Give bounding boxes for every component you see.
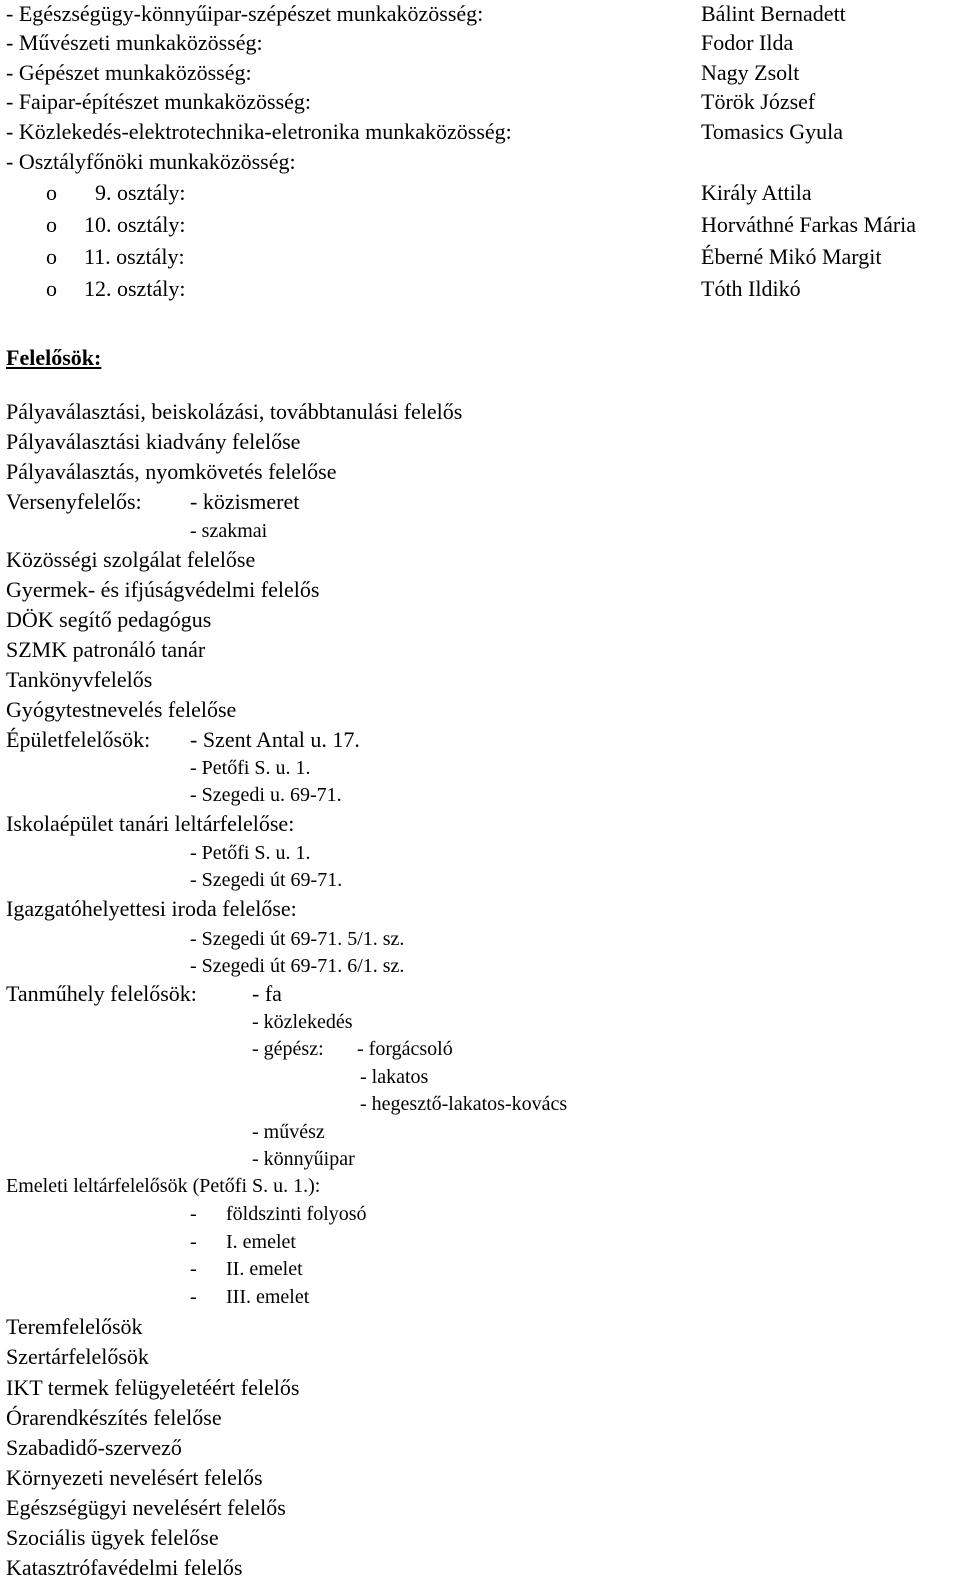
responsible-subitem: - Szegedi út 69-71. 6/1. sz. [190,955,405,977]
responsible-subitem: - Szegedi út 69-71. 5/1. sz. [190,928,405,950]
class-label: 11. osztály: [84,244,185,269]
list-dash: - [190,1286,197,1308]
responsible-item: Gyógytestnevelés felelőse [6,697,237,722]
workgroup-name: - Osztályfőnöki munkaközösség: [6,149,296,174]
workgroup-leader: Nagy Zsolt [701,60,800,85]
responsible-item: Egészségügyi nevelésért felelős [6,1495,286,1520]
responsible-subsubitem: - forgácsoló [357,1038,453,1060]
class-label: 9. osztály: [95,180,186,205]
class-bullet: o [46,244,57,269]
class-label: 10. osztály: [84,212,186,237]
workgroup-leader: Bálint Bernadett [701,1,846,26]
responsible-item: Katasztrófavédelmi felelős [6,1555,243,1580]
responsible-item: IKT termek felügyeletéért felelős [6,1375,300,1400]
responsible-subsubitem: - lakatos [360,1066,429,1088]
responsible-subitem: - fa [252,981,282,1006]
responsible-subitem: földszinti folyosó [226,1203,367,1225]
responsible-item: Versenyfelelős: [6,489,142,514]
responsible-item: Teremfelelősök [6,1314,143,1339]
list-dash: - [190,1231,197,1253]
responsible-subitem: - könnyűipar [252,1148,355,1170]
class-head-name: Tóth Ildikó [701,276,801,301]
workgroup-leader: Fodor Ilda [701,30,794,55]
responsible-subitem: - gépész: [252,1038,324,1060]
list-dash: - [190,1203,197,1225]
responsible-subitem: - Szegedi u. 69-71. [190,784,342,806]
responsible-subsubitem: - hegesztő-lakatos-kovács [360,1093,568,1115]
class-head-name: Király Attila [701,180,812,205]
class-head-name: Horváthné Farkas Mária [701,212,917,237]
responsible-item: Emeleti leltárfelelősök (Petőfi S. u. 1.): [6,1175,321,1197]
responsible-subitem: - közismeret [190,489,300,514]
responsible-item: Órarendkészítés felelőse [6,1405,222,1430]
responsible-subitem: - szakmai [190,520,268,542]
workgroup-name: - Egészségügy-könnyűipar-szépészet munkaközösség: [6,1,484,26]
workgroup-leader: Tomasics Gyula [701,119,844,144]
responsibles-heading: Felelősök: [6,345,102,370]
responsible-item: Tanműhely felelősök: [6,981,197,1006]
responsible-item: Szociális ügyek felelőse [6,1525,219,1550]
workgroup-name: - Közlekedés-elektrotechnika-eletronika munkaközösség: [6,119,512,144]
responsible-item: Szertárfelelősök [6,1344,149,1369]
list-dash: - [190,1258,197,1280]
responsible-item: Környezeti nevelésért felelős [6,1465,263,1490]
responsible-subitem: - művész [252,1121,325,1143]
workgroup-name: - Gépészet munkaközösség: [6,60,252,85]
responsible-subitem: - Szegedi út 69-71. [190,869,343,891]
class-label: 12. osztály: [84,276,186,301]
responsible-item: Szabadidő-szervező [6,1435,182,1460]
workgroup-name: - Művészeti munkaközösség: [6,30,263,55]
class-bullet: o [46,276,57,301]
workgroup-leader: Török József [701,89,816,114]
responsible-subitem: III. emelet [226,1286,310,1308]
class-bullet: o [46,180,57,205]
responsible-item: DÖK segítő pedagógus [6,607,212,632]
responsible-item: Igazgatóhelyettesi iroda felelőse: [6,896,297,921]
responsible-subitem: - Petőfi S. u. 1. [190,757,311,779]
responsible-item: Iskolaépület tanári leltárfelelőse: [6,811,295,836]
responsible-item: SZMK patronáló tanár [6,637,206,662]
responsible-subitem: I. emelet [226,1231,296,1253]
workgroup-name: - Faipar-építészet munkaközösség: [6,89,312,114]
responsible-item: Gyermek- és ifjúságvédelmi felelős [6,577,320,602]
responsible-subitem: II. emelet [226,1258,303,1280]
responsible-subitem: - közlekedés [252,1011,353,1033]
responsible-item: Pályaválasztási, beiskolázási, továbbtanulási felelős [6,399,463,424]
responsible-item: Épületfelelősök: [6,727,151,752]
responsible-subitem: - Szent Antal u. 17. [190,727,360,752]
responsible-item: Pályaválasztási kiadvány felelőse [6,429,301,454]
responsible-item: Pályaválasztás, nyomkövetés felelőse [6,459,337,484]
class-bullet: o [46,212,57,237]
responsible-item: Tankönyvfelelős [6,667,153,692]
responsible-item: Közösségi szolgálat felelőse [6,547,256,572]
class-head-name: Éberné Mikó Margit [701,244,882,269]
responsible-subitem: - Petőfi S. u. 1. [190,842,311,864]
